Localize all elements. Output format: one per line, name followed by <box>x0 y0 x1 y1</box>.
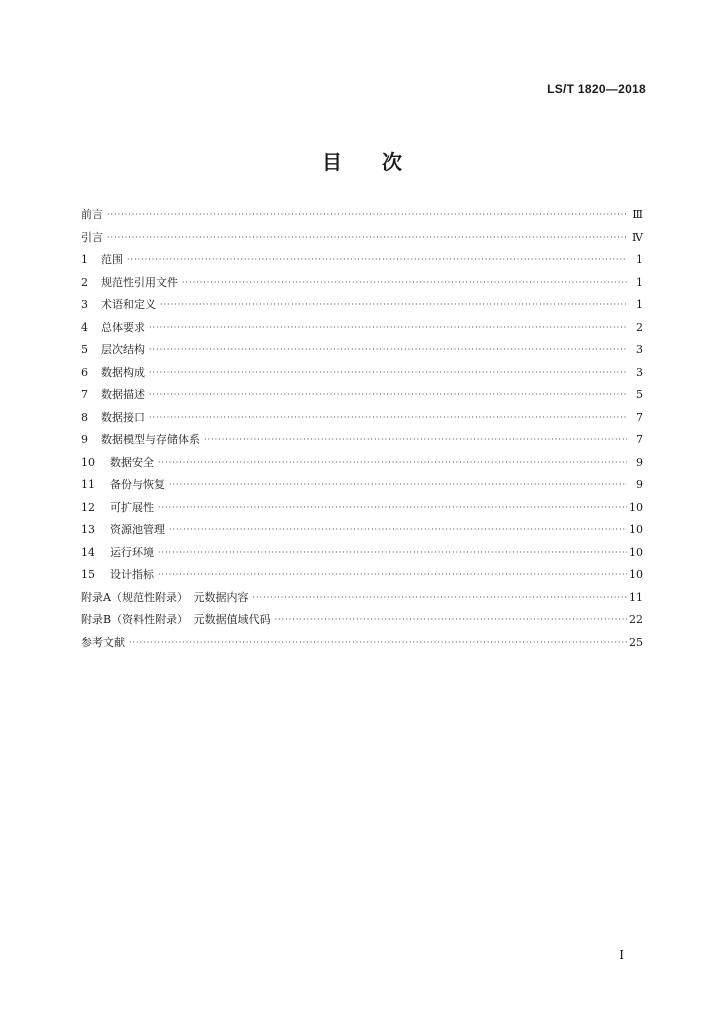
toc-entry-title: 附录A（规范性附录） 元数据内容 <box>81 590 249 604</box>
toc-leader-dots <box>149 407 627 430</box>
toc-entry-page: 1 <box>636 298 643 311</box>
page-title: 目 次 <box>322 150 402 174</box>
toc-entry-title: 数据接口 <box>101 410 145 424</box>
toc-entry-page: 3 <box>636 343 643 356</box>
toc-entry[interactable] <box>81 204 643 227</box>
toc-entry[interactable] <box>81 632 643 655</box>
toc-entry[interactable] <box>81 519 643 542</box>
toc-leader-dots <box>158 497 627 520</box>
toc-leader-dots <box>149 317 627 340</box>
toc-entry-title: 数据安全 <box>110 455 154 469</box>
toc-entry-title: 参考文献 <box>81 635 125 649</box>
toc-entry-page: 1 <box>636 275 643 289</box>
toc-entry[interactable] <box>81 564 643 587</box>
toc-entry-title: 设计指标 <box>110 568 154 581</box>
toc-entry-page: 1 <box>636 253 643 266</box>
toc-entry-page: 25 <box>629 635 643 649</box>
toc-entry[interactable] <box>81 272 643 295</box>
toc-entry-title: 术语和定义 <box>101 298 156 311</box>
toc-entry-page: 22 <box>629 613 643 626</box>
toc-entry-page: 9 <box>636 478 643 491</box>
toc-entry[interactable] <box>81 407 643 430</box>
toc-entry-page: 11 <box>629 590 643 604</box>
toc-entry-number: 13 <box>81 523 95 536</box>
toc-leader-dots <box>149 362 627 385</box>
toc-entry-page: 10 <box>629 545 643 559</box>
toc-entry-page: 10 <box>629 568 643 581</box>
table-of-contents <box>81 204 643 654</box>
toc-leader-dots <box>275 609 627 632</box>
toc-entry-title: 数据模型与存储体系 <box>101 433 200 446</box>
toc-entry[interactable] <box>81 227 643 250</box>
toc-entry-number: 12 <box>81 500 95 514</box>
toc-entry-number: 11 <box>81 478 95 491</box>
toc-entry-number: 8 <box>81 410 88 424</box>
toc-entry-number: 15 <box>81 568 95 581</box>
toc-leader-dots <box>252 587 627 610</box>
toc-entry-title: 运行环境 <box>110 545 154 559</box>
toc-entry[interactable] <box>81 452 643 475</box>
toc-entry-number: 9 <box>81 433 88 446</box>
toc-entry[interactable] <box>81 587 643 610</box>
toc-entry[interactable] <box>81 362 643 385</box>
toc-leader-dots <box>169 519 627 542</box>
toc-entry-number: 6 <box>81 365 88 379</box>
toc-leader-dots <box>149 384 627 407</box>
toc-entry-title: 层次结构 <box>101 343 145 356</box>
toc-entry-title: 引言 <box>81 230 103 244</box>
toc-entry-title: 总体要求 <box>101 320 145 334</box>
toc-entry-number: 1 <box>81 253 88 266</box>
toc-leader-dots <box>127 249 627 272</box>
toc-entry[interactable] <box>81 294 643 317</box>
toc-leader-dots <box>160 294 627 317</box>
toc-entry[interactable] <box>81 542 643 565</box>
toc-entry[interactable] <box>81 249 643 272</box>
toc-entry-page: 7 <box>636 433 643 446</box>
toc-leader-dots <box>169 474 627 497</box>
toc-entry[interactable] <box>81 317 643 340</box>
toc-entry[interactable] <box>81 609 643 632</box>
toc-leader-dots <box>182 272 627 295</box>
page-number: I <box>619 948 624 962</box>
toc-entry-number: 3 <box>81 298 88 311</box>
toc-entry[interactable] <box>81 474 643 497</box>
toc-leader-dots <box>107 204 627 227</box>
toc-entry-title: 范围 <box>101 253 123 266</box>
toc-entry-number: 14 <box>81 545 95 559</box>
toc-entry-number: 2 <box>81 275 88 289</box>
toc-leader-dots <box>129 632 627 655</box>
toc-entry-number: 7 <box>81 388 88 401</box>
toc-entry-page: 3 <box>636 365 643 379</box>
toc-entry-page: Ⅲ <box>632 208 643 221</box>
toc-entry-page: 10 <box>629 523 643 536</box>
toc-entry-number: 5 <box>81 343 88 356</box>
toc-leader-dots <box>158 564 627 587</box>
toc-entry-title: 前言 <box>81 208 103 221</box>
toc-entry[interactable] <box>81 339 643 362</box>
toc-leader-dots <box>149 339 627 362</box>
toc-entry-title: 备份与恢复 <box>110 478 165 491</box>
toc-leader-dots <box>158 452 627 475</box>
toc-entry-page: 9 <box>636 455 643 469</box>
toc-leader-dots <box>158 542 627 565</box>
toc-entry-page: 7 <box>636 410 643 424</box>
standard-code: LS/T 1820—2018 <box>547 82 646 96</box>
toc-entry[interactable] <box>81 497 643 520</box>
toc-entry-title: 数据构成 <box>101 365 145 379</box>
toc-leader-dots <box>107 227 627 250</box>
toc-entry-number: 10 <box>81 455 95 469</box>
toc-entry[interactable] <box>81 384 643 407</box>
toc-entry-title: 资源池管理 <box>110 523 165 536</box>
toc-entry-title: 规范性引用文件 <box>101 275 178 289</box>
toc-entry-number: 4 <box>81 320 88 334</box>
toc-entry-page: 2 <box>636 320 643 334</box>
toc-entry-page: Ⅳ <box>632 230 643 244</box>
toc-entry-title: 附录B（资料性附录） 元数据值域代码 <box>81 613 271 626</box>
toc-entry[interactable] <box>81 429 643 452</box>
toc-entry-title: 可扩展性 <box>110 500 154 514</box>
toc-entry-page: 5 <box>636 388 643 401</box>
toc-leader-dots <box>204 429 627 452</box>
toc-entry-title: 数据描述 <box>101 388 145 401</box>
toc-entry-page: 10 <box>629 500 643 514</box>
